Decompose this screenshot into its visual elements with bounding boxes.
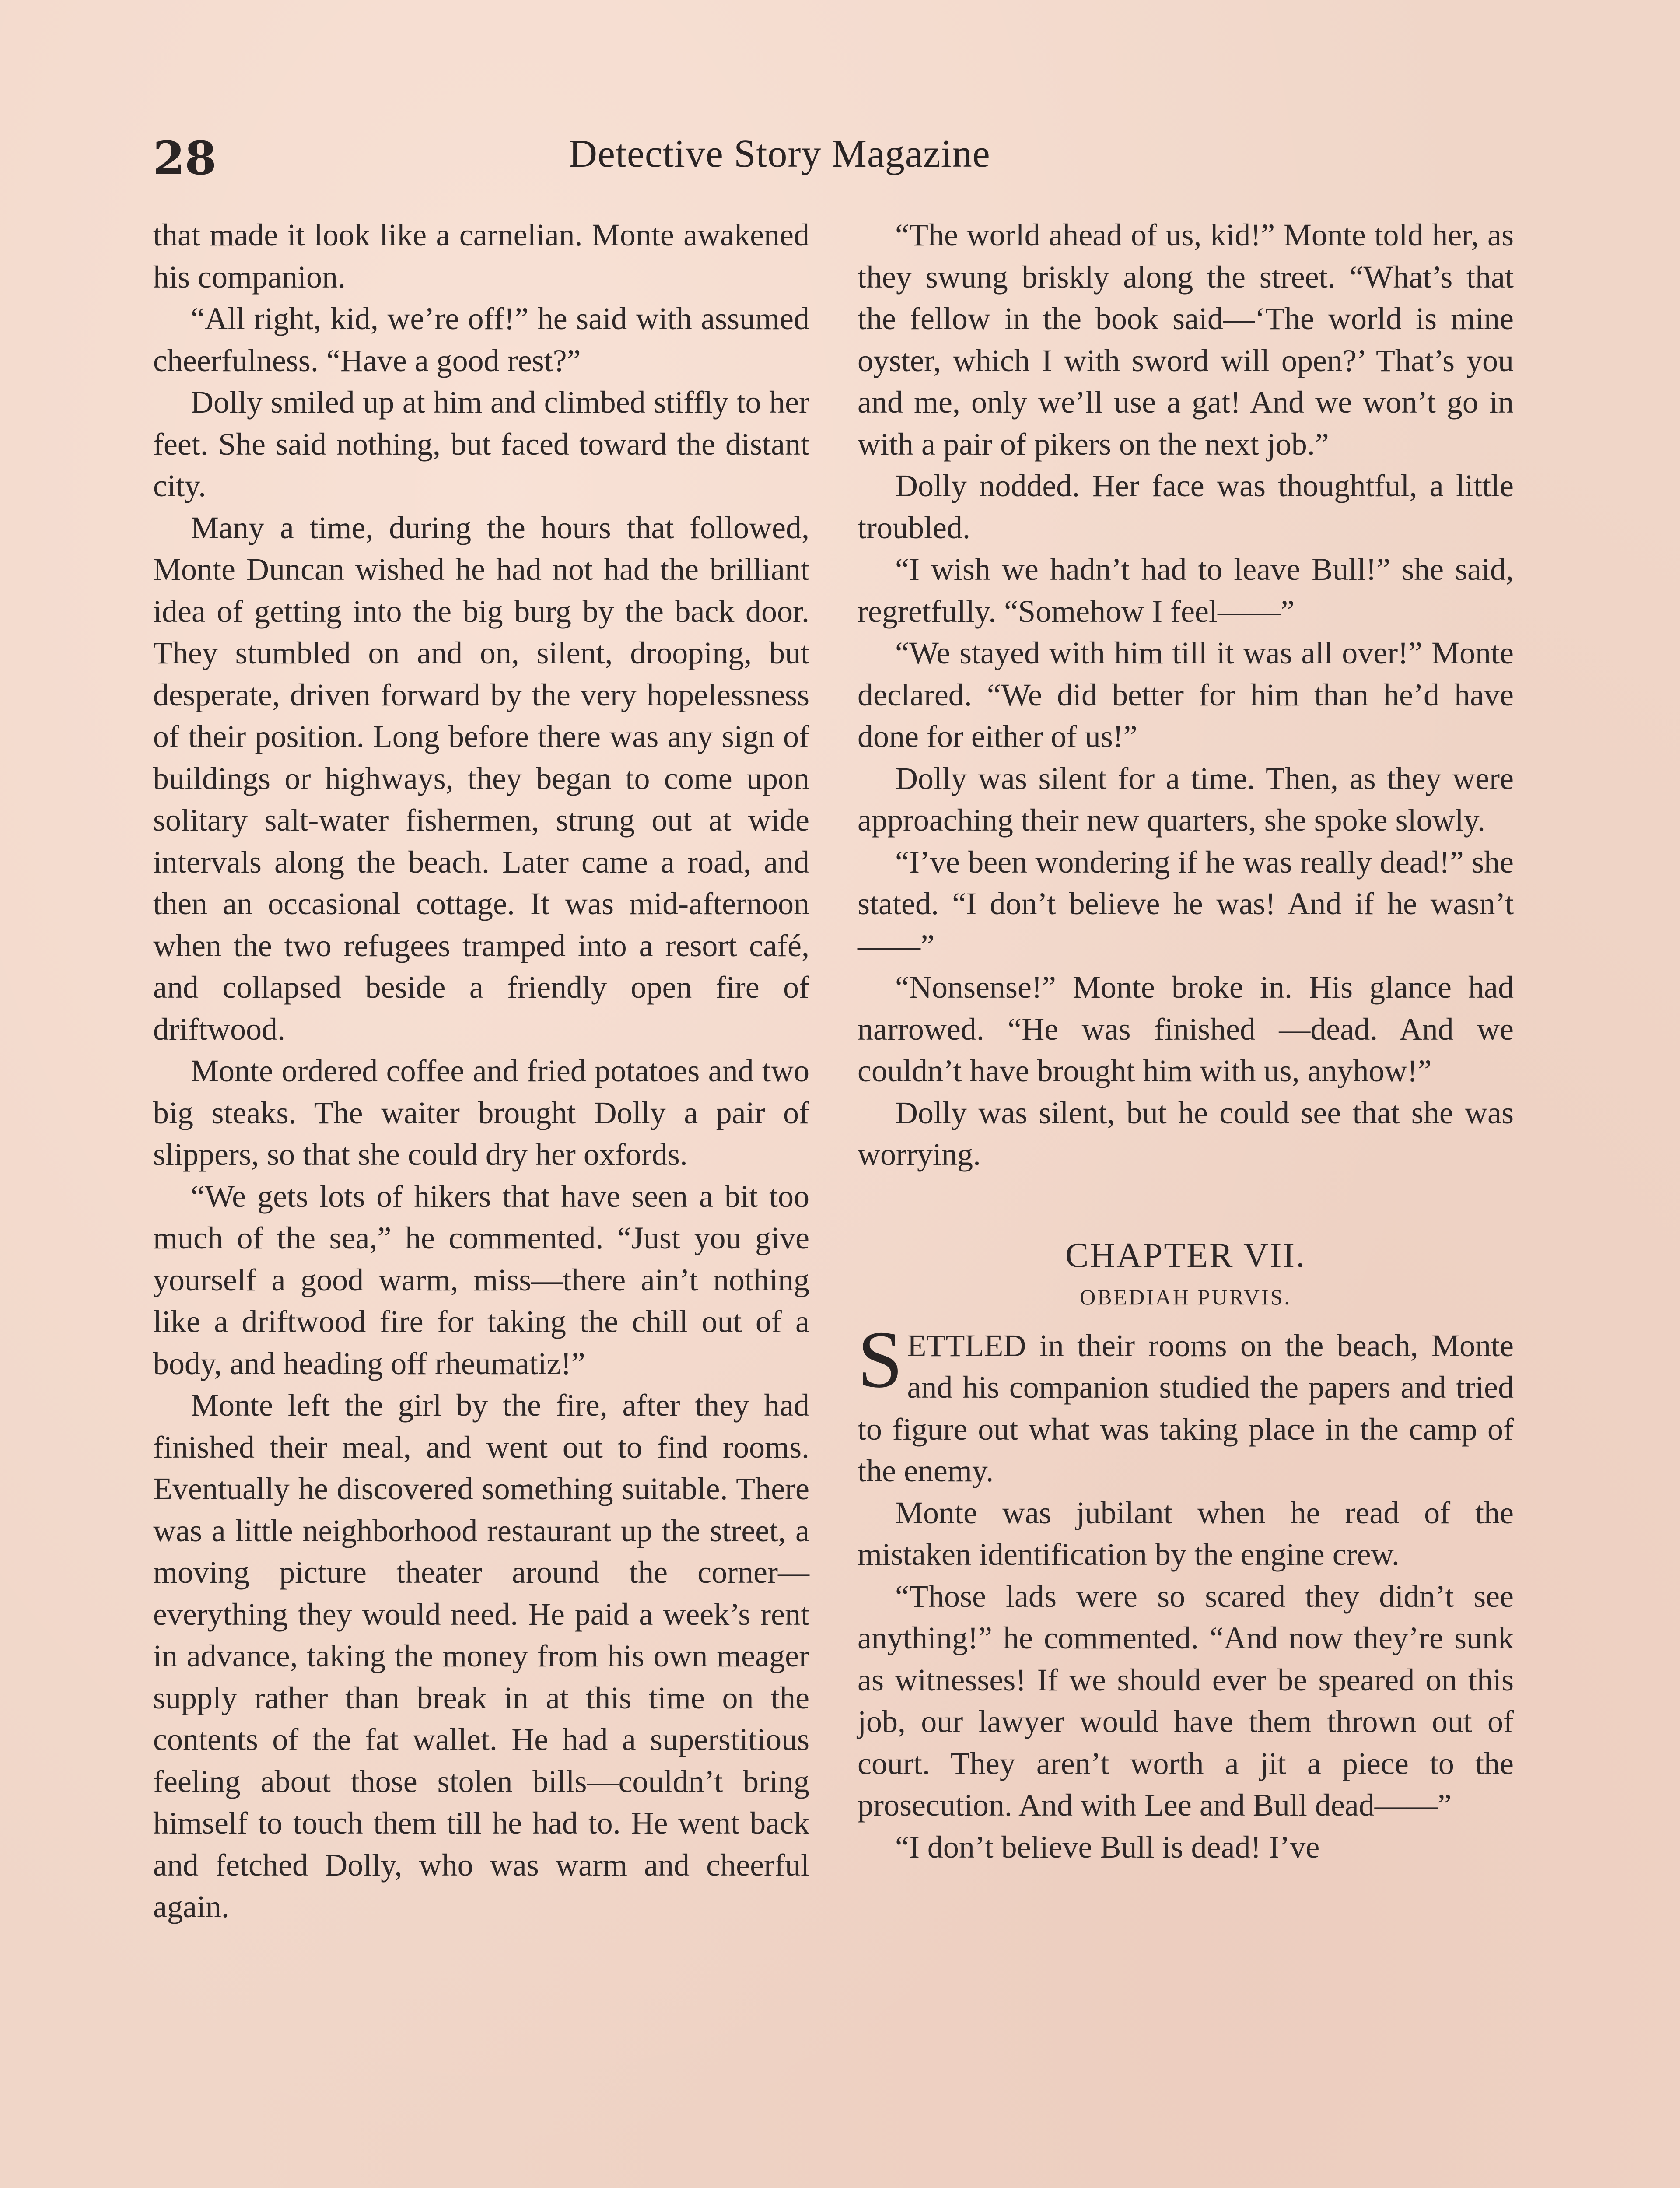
- paragraph: Dolly was silent for a time. Then, as they were approaching their new quarters, she spoke slowly.: [858, 761, 1514, 838]
- paragraph: Many a time, during the hours that followed, Monte Duncan wished he had not had the brilliant idea of getting into the big burg by the back door. They stumbled on and on, silent, drooping, but desperate, driven forward by the very hopelessness of their position. Long before there was any sign of buildings or highways, they began to come upon solitary salt-water fishermen, strung out at wide intervals along the beach. Later came a road, and then an occasional cottage. It was mid-afternoon when the two refugees tramped into a resort café, and collapsed beside a friendly open fire of driftwood.: [153, 510, 809, 1047]
- paragraph: “We gets lots of hikers that have seen a bit too much of the sea,” he commented. “Just you give yourself a good warm, miss—there ain’t nothing like a driftwood fire for taking the chill out of a body, and heading off rheumatiz!”: [153, 1178, 809, 1381]
- opening-text: ETTLED in their rooms on the beach, Monte and his companion studied the papers and tried to figure out what was taking place in the camp of the enemy.: [858, 1328, 1514, 1488]
- paragraph: “I wish we hadn’t had to leave Bull!” she said, regretfully. “Somehow I feel——”: [858, 552, 1514, 629]
- chapter-opening-paragraph: [858, 1314, 1514, 1492]
- paragraph: “Nonsense!” Monte broke in. His glance had narrowed. “He was finished —dead. And we couldn’t have brought him with us, anyhow!”: [858, 970, 1514, 1088]
- paragraph: “I’ve been wondering if he was really dead!” she stated. “I don’t believe he was! And if he wasn’t——”: [858, 844, 1514, 963]
- page-number: 28: [153, 131, 217, 185]
- paragraph: “Those lads were so scared they didn’t see anything!” he commented. “And now they’re sunk as witnesses! If we should ever be speared on this job, our lawyer would have them thrown out of court. They aren’t worth a jit a piece to the prosecution. And with Lee and Bull dead——”: [858, 1578, 1514, 1823]
- paragraph: Monte left the girl by the fire, after they had finished their meal, and went out to find rooms. Eventually he discovered something suitable. There was a little neighborhood restaurant up the street, a moving picture theater around the corner—everything they would need. He paid a week’s rent in advance, taking the money from his own meager supply rather than break in at this time on the contents of the fat wallet. He had a superstitious feeling about those stolen bills—couldn’t bring himself to touch them till he had to. He went back and fetched Dolly, who was warm and cheerful again.: [153, 1388, 809, 1924]
- paragraph: Dolly nodded. Her face was thoughtful, a little troubled.: [858, 468, 1514, 545]
- paragraph: “I don’t believe Bull is dead! I’ve: [895, 1829, 1320, 1865]
- paragraph: Dolly was silent, but he could see that she was worrying.: [858, 1095, 1514, 1172]
- paragraph: Monte was jubilant when he read of the mistaken identification by the engine crew.: [858, 1495, 1514, 1572]
- chapter-subtitle: OBEDIAH PURVIS.: [1080, 1285, 1292, 1309]
- drop-cap: S: [858, 1314, 903, 1405]
- right-column: [858, 214, 1514, 1868]
- paragraph: “All right, kid, we’re off!” he said with assumed cheerfulness. “Have a good rest?”: [153, 301, 809, 378]
- paragraph: Dolly smiled up at him and climbed stiffly to her feet. She said nothing, but faced toward the distant city.: [153, 385, 809, 503]
- paragraph: “We stayed with him till it was all over!” Monte declared. “We did better for him than he’d have done for either of us!”: [858, 635, 1514, 754]
- left-column: [153, 214, 809, 1928]
- running-head: Detective Story Magazine: [569, 132, 990, 175]
- paragraph: that made it look like a carnelian. Monte awakened his companion.: [153, 217, 809, 295]
- chapter-title: CHAPTER VII.: [1065, 1236, 1306, 1275]
- paragraph: “The world ahead of us, kid!” Monte told her, as they swung briskly along the street. “What’s that the fellow in the book said—‘The world is mine oyster, which I with sword will open?’ That’s you and me, only we’ll use a gat! And we won’t go in with a pair of pikers on the next job.”: [858, 217, 1514, 462]
- paragraph: Monte ordered coffee and fried potatoes and two big steaks. The waiter brought Dolly a pair of slippers, so that she could dry her oxfords.: [153, 1053, 809, 1172]
